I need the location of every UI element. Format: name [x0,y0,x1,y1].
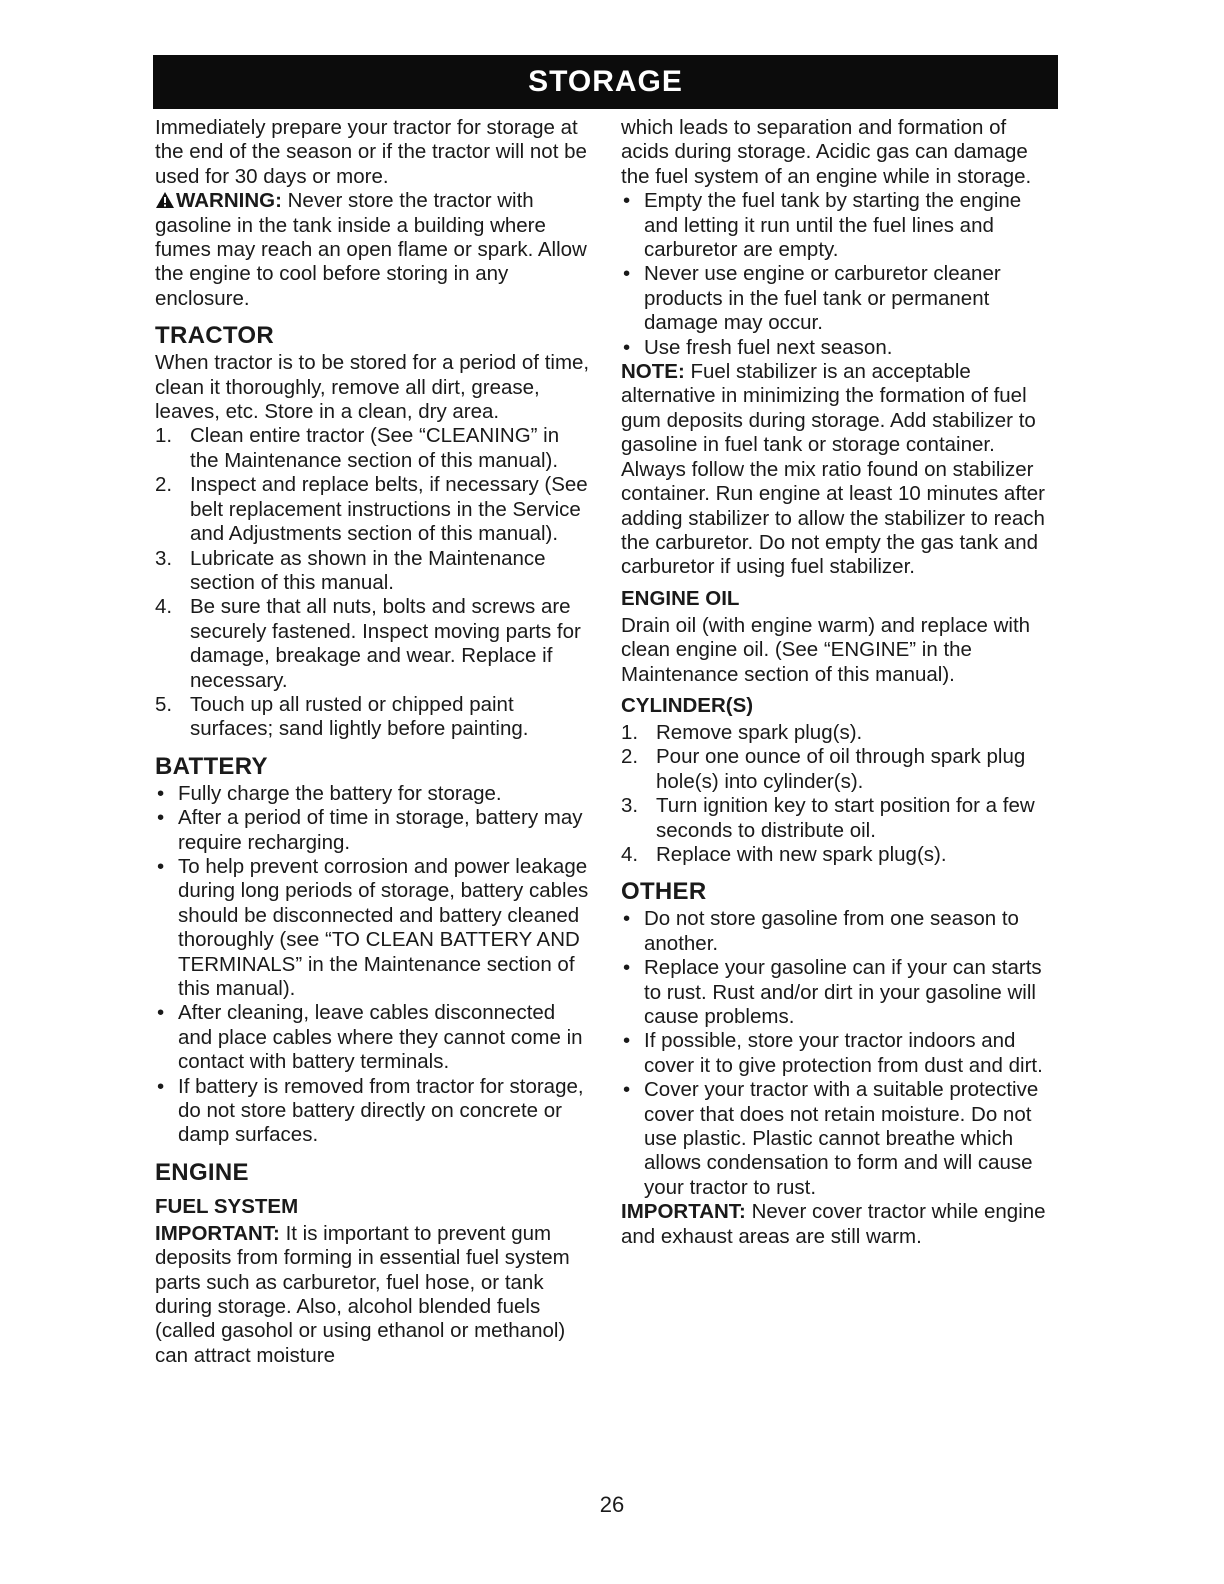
bullet-icon: • [623,1078,631,1102]
page-title: STORAGE [153,55,1058,109]
other-heading: OTHER [621,878,707,906]
step-text: Replace with new spark plug(s). [656,842,947,866]
item-text: Use fresh fuel next season. [644,335,893,359]
item-text: After cleaning, leave cables disconnected and place cables where they cannot come in contact with battery terminals. [178,1001,583,1074]
engine-heading: ENGINE [155,1158,249,1186]
step-number: 2. [155,473,173,497]
step-number: 5. [155,692,173,716]
item-text: Replace your gasoline can if your can starts to rust. Rust and/or dirt in your gasoline will cause problems. [644,956,1042,1028]
important-label: IMPORTANT: [155,1221,280,1245]
list-item [155,547,593,596]
item-text: If possible, store your tractor indoors and cover it to give protection from dust and dirt. [644,1029,1043,1077]
page-number: 26 [599,1492,625,1517]
step-text: Clean entire tractor (See “CLEANING” in the Maintenance section of this manual). [190,424,560,472]
note-paragraph [621,360,1059,580]
list-item [621,336,1059,360]
battery-heading: BATTERY [155,752,268,780]
battery-list [155,782,593,1148]
intro-paragraph: Immediately prepare your tractor for storage at the end of the season or if the tractor will not be used for 30 days or more. [155,116,587,188]
fuel-list [621,189,1059,360]
bullet-icon: • [157,806,165,830]
cylinder-steps [621,721,1059,867]
item-text: Cover your tractor with a suitable protective cover that does not retain moisture. Do not use plastic. Plastic cannot breathe which allows condensation to form and will cause your tractor to rust. [644,1078,1039,1199]
other-list [621,907,1059,1200]
cylinders-heading: CYLINDER(S) [621,693,754,717]
bullet-icon: • [623,1029,631,1053]
list-item [155,855,593,1001]
step-text: Pour one ounce of oil through spark plug hole(s) into cylinder(s). [656,745,1026,793]
step-text: Lubricate as shown in the Maintenance section of this manual. [190,546,546,594]
warning-label: WARNING: [176,189,282,213]
tractor-steps [155,424,593,741]
bullet-icon: • [157,1001,165,1025]
list-item [621,794,1059,843]
important-paragraph [621,1200,1059,1249]
list-item [155,693,593,742]
step-number: 4. [621,842,639,866]
bullet-icon: • [623,907,631,931]
item-text: Do not store gasoline from one season to another. [644,907,1019,955]
step-text: Remove spark plug(s). [656,720,863,744]
step-text: Touch up all rusted or chipped paint surfaces; sand lightly before painting. [190,692,529,741]
step-number: 1. [155,424,173,448]
fuel-system-heading: FUEL SYSTEM [155,1194,299,1218]
step-number: 3. [155,546,173,570]
engine-oil-text: Drain oil (with engine warm) and replace with clean engine oil. (See “ENGINE” in the Maintenance section of this manual). [621,613,1031,686]
note-text: Fuel stabilizer is an acceptable alternative in minimizing the formation of fuel gum deposits during storage. Add stabilizer to gasoline in fuel tank or storage container. Always follow the mix ratio found on stabilizer container. Run engine at least 10 minutes after adding stabilizer to allow the stabilizer to reach the carburetor. Do not empty the gas tank and carburetor if using fuel stabilizer. [621,360,1045,579]
step-number: 4. [155,595,173,619]
list-item [621,1078,1059,1200]
warning-triangle-icon [155,191,175,209]
list-item [621,956,1059,1029]
right-column [621,116,1059,1249]
warning-text: Never store the tractor with gasoline in the tank inside a building where fumes may reach an open flame or spark. Allow the engine to cool before storing in any enclosure. [155,189,587,310]
left-column [155,116,593,1368]
step-text: Inspect and replace belts, if necessary (See belt replacement instructions in the Service and Adjustments section of this manual). [190,473,588,546]
bullet-icon: • [157,781,165,805]
item-text: Empty the fuel tank by starting the engine and letting it run until the fuel lines and carburetor are empty. [644,189,1022,262]
bullet-icon: • [623,956,631,980]
fuel-continued-paragraph: which leads to separation and formation of acids during storage. Acidic gas can damage the fuel system of an engine while in storage. [621,116,1032,188]
important-text: It is important to prevent gum deposits from forming in essential fuel system parts such as carburetor, fuel hose, or tank during storage. Also, alcohol blended fuels (called gasohol or using ethanol or methanol) can attract moisture [155,1221,570,1367]
tractor-intro: When tractor is to be stored for a period of time, clean it thoroughly, remove all dirt, grease, leaves, etc. Store in a clean, dry area. [155,351,590,424]
item-text: Never use engine or carburetor cleaner products in the fuel tank or permanent damage may occur. [644,262,1001,335]
list-item [621,1029,1059,1078]
warning-paragraph [155,189,593,311]
engine-oil-heading: ENGINE OIL [621,586,740,610]
step-number: 3. [621,794,639,818]
step-number: 1. [621,720,639,744]
important-text: Never cover tractor while engine and exhaust areas are still warm. [621,1200,1046,1248]
note-label: NOTE: [621,360,685,384]
list-item [155,595,593,693]
list-item [621,907,1059,956]
list-item [155,473,593,546]
step-number: 2. [621,745,639,769]
step-text: Turn ignition key to start position for a few seconds to distribute oil. [656,794,1035,842]
item-text: To help prevent corrosion and power leakage during long periods of storage, battery cables should be disconnected and battery cleaned thoroughly (see “TO CLEAN BATTERY AND TERMINALS” in the Maintenance section of this manual). [178,854,589,1000]
list-item [155,806,593,855]
list-item [621,189,1059,262]
tractor-heading: TRACTOR [155,322,274,350]
list-item [155,1075,593,1148]
list-item [621,262,1059,335]
bullet-icon: • [157,854,165,878]
list-item [155,424,593,473]
item-text: After a period of time in storage, battery may require recharging. [178,806,583,854]
bullet-icon: • [623,189,631,213]
bullet-icon: • [157,1074,165,1098]
item-text: If battery is removed from tractor for storage, do not store battery directly on concrete or damp surfaces. [178,1074,584,1147]
list-item [155,1001,593,1074]
fuel-important-paragraph [155,1222,593,1368]
step-text: Be sure that all nuts, bolts and screws are securely fastened. Inspect moving parts for damage, breakage and wear. Replace if necessary. [190,595,581,692]
list-item [621,843,1059,867]
important-label: IMPORTANT: [621,1200,746,1224]
item-text: Fully charge the battery for storage. [178,781,502,805]
list-item [621,721,1059,745]
list-item [621,745,1059,794]
list-item [155,782,593,806]
bullet-icon: • [623,335,631,359]
bullet-icon: • [623,262,631,286]
